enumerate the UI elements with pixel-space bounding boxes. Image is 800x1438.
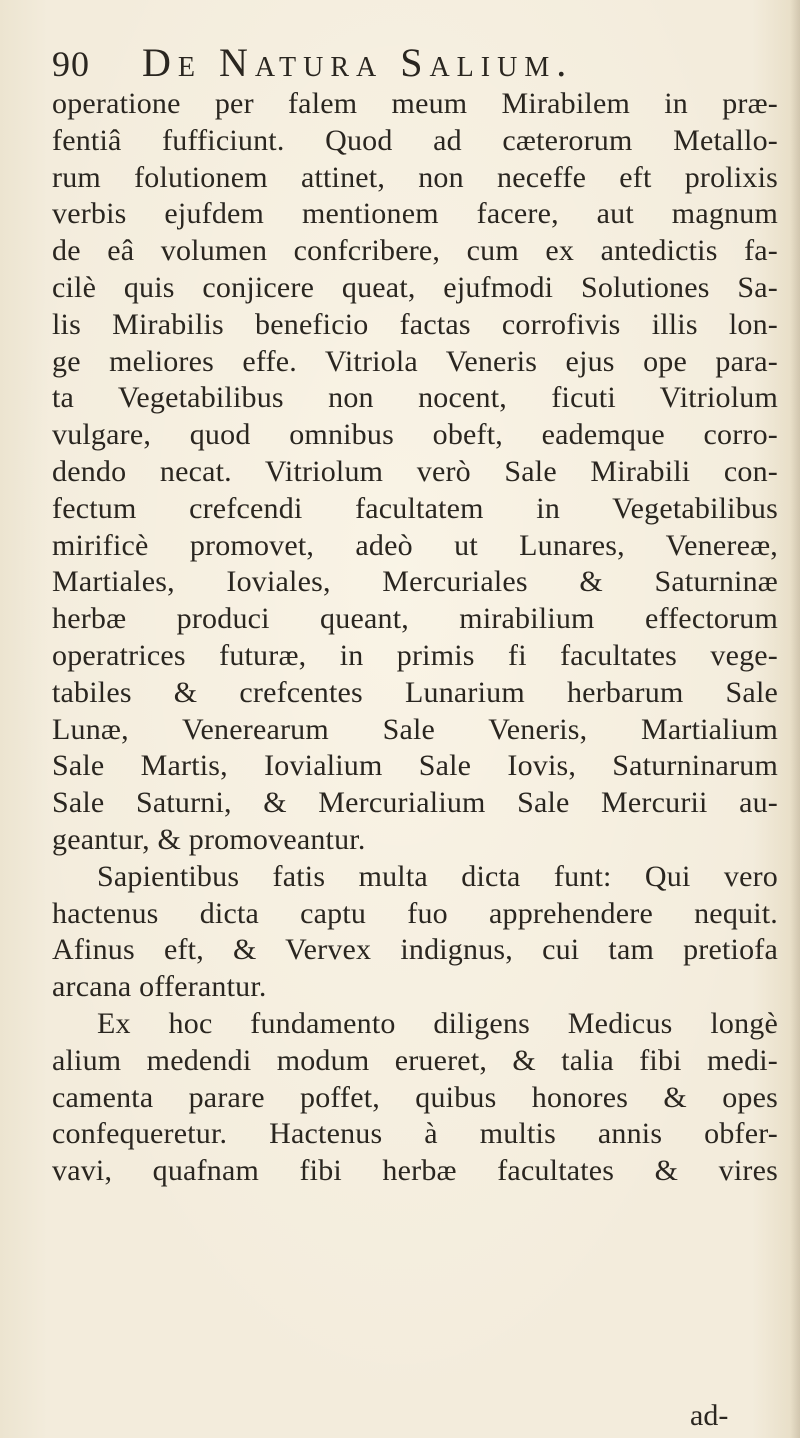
paragraph-start-line: Sapientibus fatis multa dicta funt: Qui vero [97,859,778,893]
page-number: 90 [52,44,90,84]
text-line: Sale Saturni, & Mercurialium Sale Mercurii au- [52,786,778,820]
text-line: hactenus dicta captu fuo apprehendere nequit. [52,896,778,930]
text-line: herbæ produci queant, mirabilium effectorum [52,602,778,636]
text-line: alium medendi modum erueret, & talia fibi medi- [52,1043,778,1077]
text-line: rum folutionem attinet, non neceffe eft prolixis [52,160,778,194]
text-line: confequeretur. Hactenus à multis annis obfer- [52,1117,778,1151]
text-line: fectum crefcendi facultatem in Vegetabilibus [52,491,778,525]
text-line: mirificè promovet, adeò ut Lunares, Venereæ, [52,528,778,562]
text-line: Afinus eft, & Vervex indignus, cui tam pretiofa [52,933,778,967]
text-line: de eâ volumen confcribere, cum ex antedictis fa- [52,234,778,268]
text-line: camenta parare poffet, quibus honores & opes [52,1080,778,1114]
text-line: Martiales, Ioviales, Mercuriales & Saturninæ [52,565,778,599]
text-line: operatrices futuræ, in primis fi facultates vege- [52,638,778,672]
text-body [52,86,778,1190]
catchword: ad- [690,1399,729,1432]
text-line: vulgare, quod omnibus obeft, eademque corro- [52,418,778,452]
page-header [52,38,772,88]
text-line: dendo necat. Vitriolum verò Sale Mirabili con- [52,454,778,488]
text-line: tabiles & crefcentes Lunarium herbarum Sale [52,675,778,709]
text-line: verbis ejufdem mentionem facere, aut magnum [52,197,778,231]
text-line: ta Vegetabilibus non nocent, ficuti Vitriolum [52,381,778,415]
text-line: arcana offerantur. [52,970,267,1004]
paragraph-start-line: Ex hoc fundamento diligens Medicus longè [97,1006,778,1040]
text-line: cilè quis conjicere queat, ejufmodi Solutiones Sa- [52,270,778,304]
text-line: ge meliores effe. Vitriola Veneris ejus ope para- [52,344,778,378]
text-line: vavi, quafnam fibi herbæ facultates & vires [52,1154,778,1188]
page-edge-shadow [790,0,800,1438]
text-line: Lunæ, Venerearum Sale Veneris, Martialium [52,712,778,746]
text-line: geantur, & promoveantur. [52,822,366,856]
text-line: lis Mirabilis beneficio factas corrofivis illis lon- [52,307,778,341]
text-line: operatione per falem meum Mirabilem in præ- [52,87,778,120]
text-line: Sale Martis, Iovialium Sale Iovis, Saturninarum [52,749,778,783]
text-line: fentiâ fufficiunt. Quod ad cæterorum Metallo- [52,123,778,157]
running-title: De Natura Salium. [142,40,574,85]
